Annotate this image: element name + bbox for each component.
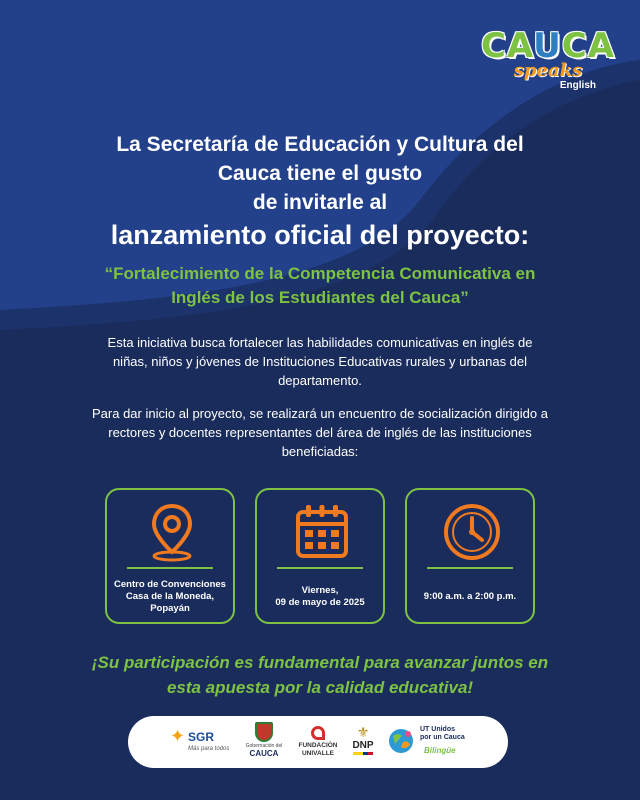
date-card <box>255 488 385 624</box>
call-to-action: ¡Su participación es fundamental para avanzar juntos en esta apuesta por la calidad educativa! <box>91 653 549 697</box>
sgr-logo: ✦ SGR Más para todos <box>170 726 230 752</box>
gobernacion-cauca-logo: Gobernación del CAUCA <box>242 722 286 762</box>
launch-title: lanzamiento oficial del proyecto: <box>110 220 530 250</box>
location-pin-icon <box>140 500 204 564</box>
sgr-mark-icon: ✦ <box>170 726 186 746</box>
dnp-logo: ⚜ DNP <box>346 722 380 762</box>
ut-unidos-logo: UT Unidos por un Cauca Bilingüe <box>386 722 486 762</box>
time-text: 9:00 a.m. a 2:00 p.m. <box>423 591 517 602</box>
fundacion-univalle-logo: FUNDACIÓN UNIVALLE <box>296 722 340 762</box>
card-divider <box>427 567 513 569</box>
card-divider <box>127 567 213 569</box>
clock-icon <box>440 500 504 564</box>
event-paragraph: Para dar inicio al proyecto, se realizará un encuentro de socialización dirigido a rectores y docentes representantes del área de inglés de las instituciones beneficiadas: <box>92 406 548 459</box>
time-card <box>405 488 535 624</box>
univalle-mark-icon <box>311 726 325 740</box>
calendar-icon <box>290 500 354 564</box>
sponsor-logos-bar <box>128 716 508 768</box>
logo-small-text: English <box>559 80 596 91</box>
card-divider <box>277 567 363 569</box>
coat-of-arms-icon <box>255 722 273 742</box>
date-text: Viernes, 09 de mayo de 2025 <box>275 585 365 608</box>
ut-text: UT Unidos por un Cauca <box>420 726 465 741</box>
logo-script: speaks <box>513 60 583 81</box>
invitation-headline: La Secretaría de Educación y Cultura del Cauca tiene el gusto de invitarle al <box>116 133 524 214</box>
event-details <box>105 488 535 624</box>
colombia-flag-icon <box>353 752 373 755</box>
logo-wordmark: CAUCA <box>480 26 616 66</box>
dnp-emblem-icon: ⚜ <box>356 724 370 740</box>
project-title: “Fortalecimiento de la Competencia Comunicativa en Inglés de los Estudiantes del Cauca” <box>104 264 536 307</box>
location-card <box>105 488 235 624</box>
location-text: Centro de Convenciones Casa de la Moneda, Popayán <box>114 579 226 614</box>
cauca-speaks-logo <box>478 28 618 100</box>
description-paragraph: Esta iniciativa busca fortalecer las habilidades comunicativas en inglés de niñas, niños y jóvenes de Instituciones Educativas rurales y urbanas del departamento. <box>107 335 533 388</box>
ut-globe-icon <box>386 726 416 756</box>
